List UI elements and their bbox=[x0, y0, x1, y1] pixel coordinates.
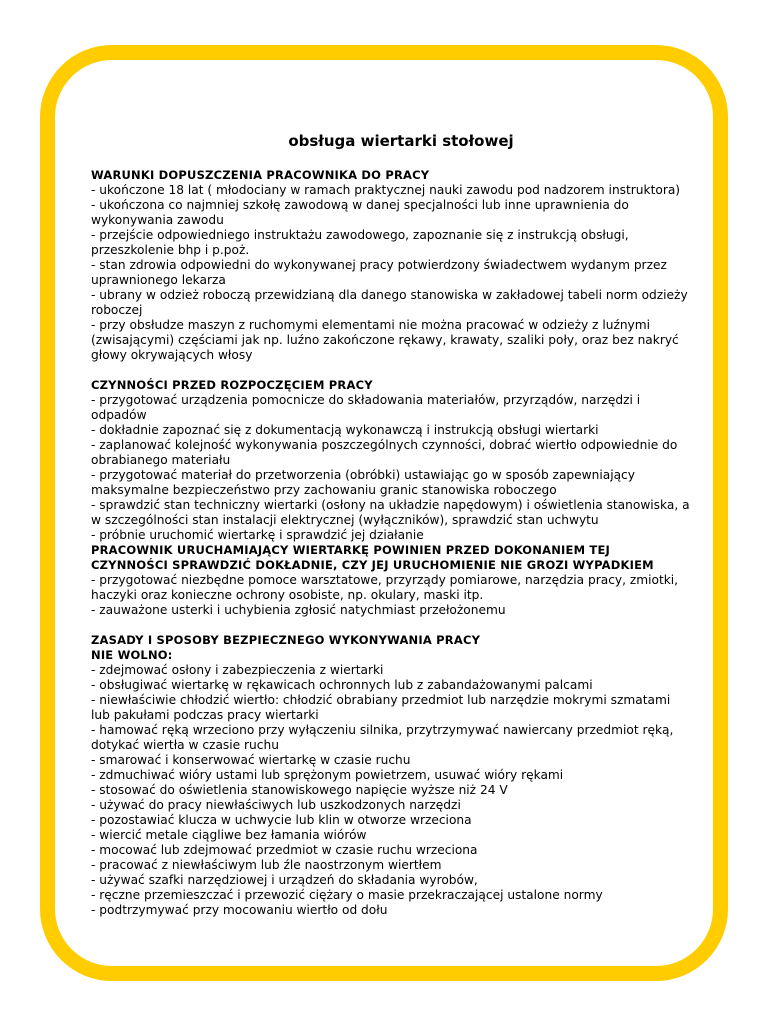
list-item: - stosować do oświetlenia stanowiskowego napięcie wyższe niż 24 V bbox=[91, 783, 508, 797]
list-item: - przejście odpowiedniego instruktażu zawodowego, zapoznanie się z instrukcją obsługi, przeszkolenie bhp i p.poż. bbox=[91, 228, 629, 257]
spacer bbox=[91, 618, 691, 633]
list-item: - przygotować materiał do przetworzenia (obróbki) ustawiając go w sposób zapewniający maksymalne bezpieczeństwo przy zachowaniu granic stanowiska roboczego bbox=[91, 468, 635, 497]
list-item: - ubrany w odzież roboczą przewidzianą dla danego stanowiska w zakładowej tabeli norm odzieży roboczej bbox=[91, 288, 688, 317]
document-content bbox=[91, 132, 691, 918]
list-item: - ukończone 18 lat ( młodociany w ramach praktycznej nauki zawodu pod nadzorem instruktora) bbox=[91, 183, 681, 197]
section-heading: ZASADY I SPOSOBY BEZPIECZNEGO WYKONYWANIA PRACY bbox=[91, 633, 481, 647]
list-item: - mocować lub zdejmować przedmiot w czasie ruchu wrzeciona bbox=[91, 843, 478, 857]
document-title: obsługa wiertarki stołowej bbox=[288, 132, 514, 150]
section-heading: CZYNNOŚCI PRZED ROZPOCZĘCIEM PRACY bbox=[91, 378, 373, 392]
spacer bbox=[91, 363, 691, 378]
list-item: - niewłaściwie chłodzić wiertło: chłodzić obrabiany przedmiot lub narzędzie mokrymi szmatami lub pakułami podczas pracy wiertarki bbox=[91, 693, 671, 722]
list-item: - używać do pracy niewłaściwych lub uszkodzonych narzędzi bbox=[91, 798, 461, 812]
list-item: - wiercić metale ciągliwe bez łamania wiórów bbox=[91, 828, 367, 842]
section-safe-work-rules bbox=[91, 633, 691, 918]
list-item: - sprawdzić stan techniczny wiertarki (osłony na układzie napędowym) i oświetlenia stanowiska, a w szczególności stan instalacji elektrycznej (wyłączników), sprawdzić stan uchwytu bbox=[91, 498, 690, 527]
list-item: - zdejmować osłony i zabezpieczenia z wiertarki bbox=[91, 663, 384, 677]
list-item: - obsługiwać wiertarkę w rękawicach ochronnych lub z zabandażowanymi palcami bbox=[91, 678, 593, 692]
section-conditions bbox=[91, 168, 691, 363]
list-item: - zauważone usterki i uchybienia zgłosić natychmiast przełożonemu bbox=[91, 603, 506, 617]
list-item: - ręczne przemieszczać i przewozić ciężary o masie przekraczającej ustalone normy bbox=[91, 888, 603, 902]
list-item: - przygotować urządzenia pomocnicze do składowania materiałów, przyrządów, narzędzi i odpadów bbox=[91, 393, 641, 422]
list-item: - smarować i konserwować wiertarkę w czasie ruchu bbox=[91, 753, 411, 767]
list-item: - pracować z niewłaściwym lub źle naostrzonym wiertłem bbox=[91, 858, 442, 872]
section-heading: WARUNKI DOPUSZCZENIA PRACOWNIKA DO PRACY bbox=[91, 168, 430, 182]
list-item: - próbnie uruchomić wiertarkę i sprawdzić jej działanie bbox=[91, 528, 424, 542]
list-item: - dokładnie zapoznać się z dokumentacją wykonawczą i instrukcją obsługi wiertarki bbox=[91, 423, 599, 437]
list-item: - zaplanować kolejność wykonywania poszczególnych czynności, dobrać wiertło odpowiednie do obrabianego materiału bbox=[91, 438, 678, 467]
list-item: - zdmuchiwać wióry ustami lub sprężonym powietrzem, usuwać wióry rękami bbox=[91, 768, 564, 782]
list-item: - przy obsłudze maszyn z ruchomymi elementami nie można pracować w odzieży z luźnymi (zwisającymi) częściami jak np. luźno zakończone rękawy, krawaty, szaliki poły, oraz bez nakryć głowy okrywających włosy bbox=[91, 318, 679, 362]
list-item: - hamować ręką wrzeciono przy wyłączeniu silnika, przytrzymywać nawiercany przedmiot ręką, dotykać wiertła w czasie ruchu bbox=[91, 723, 674, 752]
list-item: - stan zdrowia odpowiedni do wykonywanej pracy potwierdzony świadectwem wydanym przez uprawnionego lekarza bbox=[91, 258, 667, 287]
warning-heading: PRACOWNIK URUCHAMIAJĄCY WIERTARKĘ POWINIEN PRZED DOKONANIEM TEJ CZYNNOŚCI SPRAWDZIĆ DOKŁADNIE, CZY JEJ URUCHOMIENIE NIE GROZI WYPADKIEM bbox=[91, 543, 654, 572]
list-item: - przygotować niezbędne pomoce warsztatowe, przyrządy pomiarowe, narzędzia pracy, zmiotki, haczyki oraz konieczne ochrony osobiste, np. okulary, maski itp. bbox=[91, 573, 679, 602]
list-item: - podtrzymywać przy mocowaniu wiertło od dołu bbox=[91, 903, 388, 917]
list-item: - używać szafki narzędziowej i urządzeń do składania wyrobów, bbox=[91, 873, 478, 887]
prohibited-heading: NIE WOLNO: bbox=[91, 648, 173, 662]
list-item: - ukończona co najmniej szkołę zawodową w danej specjalności lub inne uprawnienia do wykonywania zawodu bbox=[91, 198, 629, 227]
section-before-work bbox=[91, 378, 691, 618]
list-item: - pozostawiać klucza w uchwycie lub klin w otworze wrzeciona bbox=[91, 813, 472, 827]
